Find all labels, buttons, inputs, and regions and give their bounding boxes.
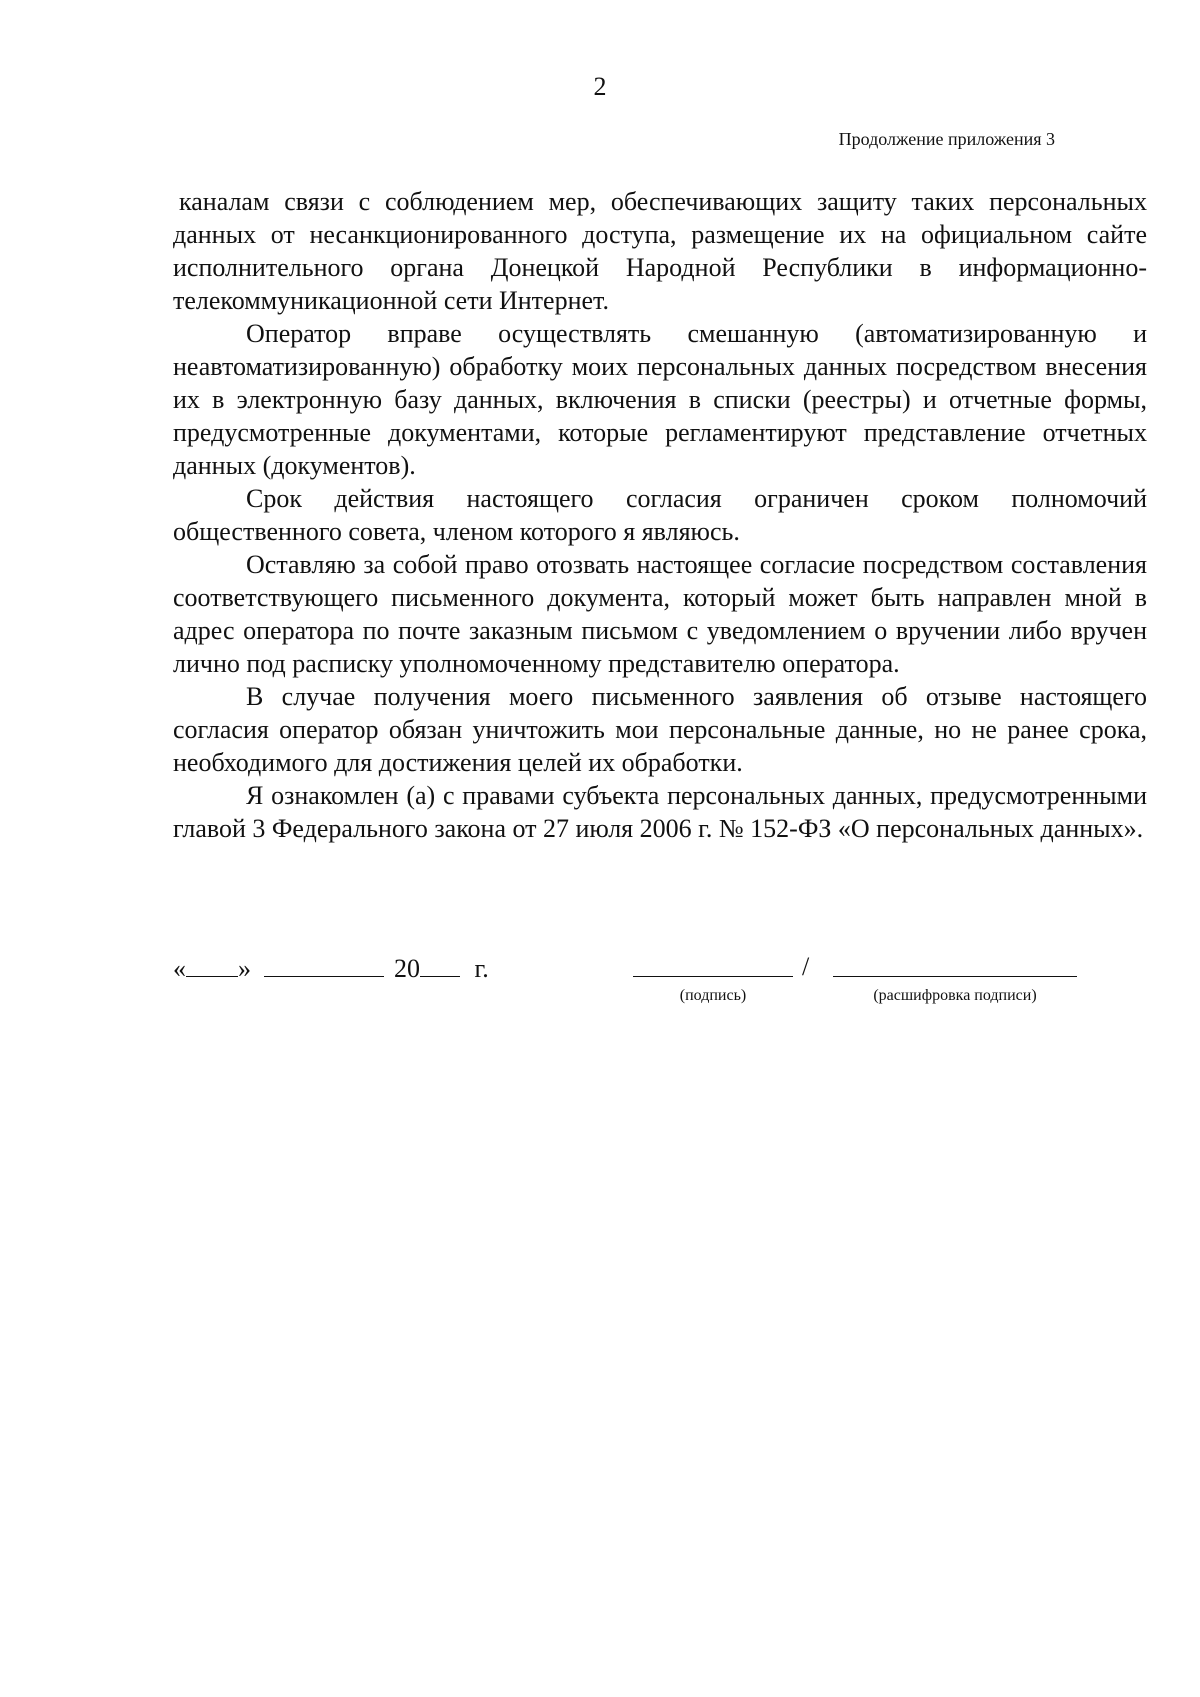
slash-separator: /	[802, 952, 810, 981]
paragraph: Я ознакомлен (а) с правами субъекта персональных данных, предусмотренными главой 3 Федерального закона от 27 июля 2006 г. № 152-ФЗ «О персональных данных».	[173, 781, 1147, 843]
year-prefix: 20	[394, 954, 420, 983]
name-decoding-line[interactable]	[833, 952, 1077, 977]
decoding-caption: (расшифровка подписи)	[873, 987, 1037, 1004]
signature-caption: (подпись)	[679, 987, 747, 1004]
signature-block	[173, 952, 1147, 1022]
paragraph: В случае получения моего письменного заявления об отзыве настоящего согласия оператор обязан уничтожить мои персональные данные, но не ранее срока, необходимого для достижения целей их обработки.	[173, 682, 1147, 777]
day-blank[interactable]	[186, 952, 238, 977]
paragraph: Оставляю за собой право отозвать настоящее согласие посредством составления соответствующего письменного документа, который может быть направлен мной в адрес оператора по почте заказным письмом с уведомлением о вручении либо вручен лично под расписку уполномоченному представителю оператора.	[173, 550, 1147, 678]
quote-close: »	[238, 954, 251, 983]
month-blank[interactable]	[264, 952, 384, 977]
date-field	[173, 952, 489, 984]
document-body	[173, 185, 1147, 845]
year-blank[interactable]	[420, 952, 460, 977]
continuation-note: Продолжение приложения 3	[838, 129, 1055, 149]
page-number: 2	[593, 72, 607, 101]
quote-open: «	[173, 954, 186, 983]
paragraph: каналам связи с соблюдением мер, обеспечивающих защиту таких персональных данных от несанкционированного доступа, размещение их на официальном сайте исполнительного органа Донецкой Народной Республики в информационно-телекоммуникационной сети Интернет.	[173, 187, 1147, 315]
year-suffix: г.	[474, 954, 489, 983]
signature-line[interactable]	[633, 952, 793, 977]
paragraph: Оператор вправе осуществлять смешанную (автоматизированную и неавтоматизированную) обработку моих персональных данных посредством внесения их в электронную базу данных, включения в списки (реестры) и отчетные формы, предусмотренные документами, которые регламентируют представление отчетных данных (документов).	[173, 319, 1147, 480]
paragraph: Срок действия настоящего согласия ограничен сроком полномочий общественного совета, членом которого я являюсь.	[173, 484, 1147, 546]
